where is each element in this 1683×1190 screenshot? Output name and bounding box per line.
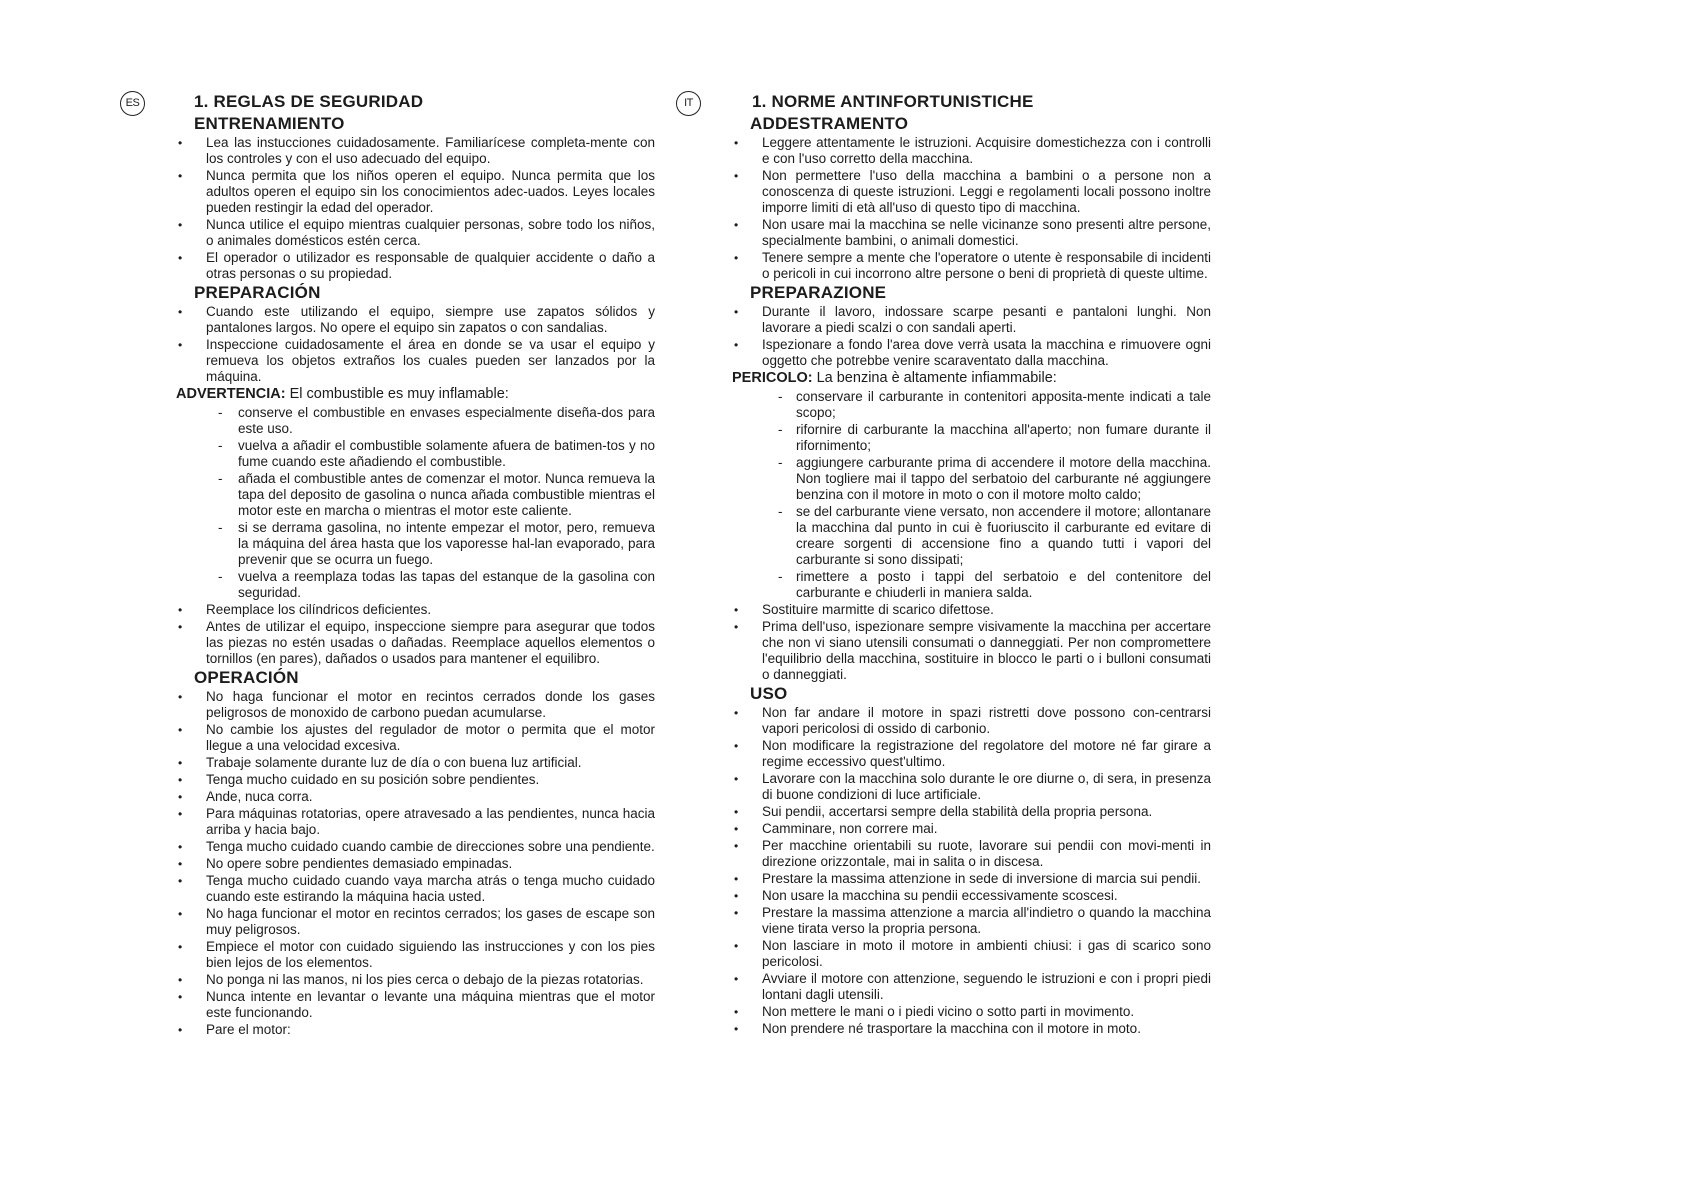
list-item: - rifornire di carburante la macchina all'aperto; non fumare durante il rifornimento; (706, 422, 1211, 454)
list-item: • Sui pendii, accertarsi sempre della stabilità della propria persona. (706, 804, 1211, 820)
list-item: • Prima dell'uso, ispezionare sempre visivamente la macchina per accertare che non vi siano utensili consumati o danneggiati. Per non compromettere l'equilibrio della macchina, sostituire in blocco le parti o i bulloni consumati o danneggiati. (706, 619, 1211, 683)
section-title-use-it: USO (750, 684, 788, 703)
warning-text-es: El combustible es muy inflamable: (285, 386, 509, 402)
training-list-es (150, 135, 655, 282)
preparation-list-it (706, 304, 1211, 369)
list-item: - se del carburante viene versato, non accendere il motore; allontanare la macchina dal punto in cui è fuoriuscito il carburante ed evitare di creare sorgenti di accensione fino a quando tutti i vapori del carburante si sono dissipati; (706, 504, 1211, 568)
section-title-preparation-it: PREPARAZIONE (750, 283, 887, 302)
section-title-preparation-es: PREPARACIÓN (194, 283, 321, 302)
list-item: • Prestare la massima attenzione in sede di inversione di marcia sui pendii. (706, 871, 1211, 887)
list-item: • No ponga ni las manos, ni los pies cerca o debajo de la piezas rotatorias. (150, 972, 655, 988)
list-item: • Non prendere né trasportare la macchina con il motore in moto. (706, 1021, 1211, 1037)
list-item: • El operador o utilizador es responsable de qualquier accidente o daño a otras personas o su propiedad. (150, 250, 655, 282)
list-item: • No haga funcionar el motor en recintos cerrados; los gases de escape son muy peligrosos. (150, 906, 655, 938)
list-item: • Trabaje solamente durante luz de día o con buena luz artificial. (150, 755, 655, 771)
operation-list-es (150, 689, 655, 1038)
list-item: • Non usare la macchina su pendii eccessivamente scoscesi. (706, 888, 1211, 904)
list-item: • Non far andare il motore in spazi ristretti dove possono con-centrarsi vapori pericolosi di ossido di carbonio. (706, 705, 1211, 737)
list-item: • Tenga mucho cuidado en su posición sobre pendientes. (150, 772, 655, 788)
list-item: - rimettere a posto i tappi del serbatoio e del contenitore del carburante e chiuderli in maniera salda. (706, 569, 1211, 601)
list-item: • No haga funcionar el motor en recintos cerrados donde los gases peligrosos de monoxido de carbono puedan acumularse. (150, 689, 655, 721)
italian-column (684, 92, 1211, 1038)
list-item: • Leggere attentamente le istruzioni. Acquisire domestichezza con i controlli e con l'uso corretto della macchina. (706, 135, 1211, 167)
list-item: - si se derrama gasolina, no intente empezar el motor, pero, remueva la máquina del área hasta que los vaporesse hal-lan evaporado, para prevenir que se ocurra un fuego. (150, 520, 655, 568)
spanish-column (125, 92, 655, 1039)
section-title-training-es: ENTRENAMIENTO (194, 114, 345, 133)
list-item: • Prestare la massima attenzione a marcia all'indietro o quando la macchina viene tirata verso la propria persona. (706, 905, 1211, 937)
list-item: - vuelva a reemplaza todas las tapas del estanque de la gasolina con seguridad. (150, 569, 655, 601)
list-item: - añada el combustible antes de comenzar el motor. Nunca remueva la tapa del deposito de gasolina o nunca añada combustible mientras el motor este en marcha o mientras el motor este caliente. (150, 471, 655, 519)
list-item: • Nunca permita que los niños operen el equipo. Nunca permita que los adultos operen el equipo sin los conocimientos adec-uados. Leyes locales pueden restingir la edad del operador. (150, 168, 655, 216)
list-item: • Ande, nuca corra. (150, 789, 655, 805)
list-item: • Empiece el motor con cuidado siguiendo las instrucciones y con los pies bien lejos de los elementos. (150, 939, 655, 971)
list-item: • Ispezionare a fondo l'area dove verrà usata la macchina e rimuovere ogni oggetto che potrebbe venire scaraventato dalla macchina. (706, 337, 1211, 369)
list-item: • Avviare il motore con attenzione, seguendo le istruzioni e con i propri piedi lontani dagli utensili. (706, 971, 1211, 1003)
list-item: • Tenere sempre a mente che l'operatore o utente è responsabile di incidenti o pericoli in cui incorrono altre persone o beni di proprietà di queste ultime. (706, 250, 1211, 282)
warning-text-it: La benzina è altamente infiammabile: (812, 370, 1057, 386)
warning-heading-it (732, 370, 1211, 387)
warning-label-it: PERICOLO: (732, 370, 813, 386)
list-item: • No opere sobre pendientes demasiado empinadas. (150, 856, 655, 872)
list-item: • Tenga mucho cuidado cuando cambie de direcciones sobre una pendiente. (150, 839, 655, 855)
section-title-training-it: ADDESTRAMENTO (750, 114, 909, 133)
language-badge-it: IT (676, 91, 701, 116)
warning-label-es: ADVERTENCIA: (176, 386, 286, 402)
list-item: • Non modificare la registrazione del regolatore del motore né far girare a regime eccessivo quest'ultimo. (706, 738, 1211, 770)
list-item: • Sostituire marmitte di scarico difettose. (706, 602, 1211, 618)
list-item: • Nunca utilice el equipo mientras cualquier personas, sobre todo los niños, o animales domésticos estén cerca. (150, 217, 655, 249)
list-item: • Nunca intente en levantar o levante una máquina mientras que el motor este funcionando. (150, 989, 655, 1021)
chapter-title-it: 1. NORME ANTINFORTUNISTICHE (752, 92, 1034, 111)
list-item: • Non usare mai la macchina se nelle vicinanze sono presenti altre persone, specialmente bambini, o animali domestici. (706, 217, 1211, 249)
preparation-list-continued-es (150, 602, 655, 667)
list-item: • Non mettere le mani o i piedi vicino o sotto parti in movimento. (706, 1004, 1211, 1020)
list-item: • Para máquinas rotatorias, opere atravesado a las pendientes, nunca hacia arriba y hacia bajo. (150, 806, 655, 838)
warning-list-es (150, 405, 655, 601)
list-item: - conservare il carburante in contenitori apposita-mente indicati a tale scopo; (706, 389, 1211, 421)
use-list-it (706, 705, 1211, 1037)
list-item: • Lea las instucciones cuidadosamente. Familiarícese completa-mente con los controles y con el uso adecuado del equipo. (150, 135, 655, 167)
list-item: • Pare el motor: (150, 1022, 655, 1038)
list-item: • Cuando este utilizando el equipo, siempre use zapatos sólidos y pantalones largos. No opere el equipo sin zapatos o con sandalias. (150, 304, 655, 336)
list-item: • Per macchine orientabili su ruote, lavorare sui pendii con movi-menti in direzione orizzontale, mai in salita o in discesa. (706, 838, 1211, 870)
preparation-list-es (150, 304, 655, 385)
list-item: • Non permettere l'uso della macchina a bambini o a persone non a conoscenza di queste istruzioni. Leggi e regolamenti locali possono inoltre imporre limiti di età all'uso di questo tipo di macchina. (706, 168, 1211, 216)
list-item: • Antes de utilizar el equipo, inspeccione siempre para asegurar que todos las piezas no estén usadas o dañadas. Reemplace aquellos elementos o tornillos (en pares), dañados o usados para mantener el equilibro. (150, 619, 655, 667)
warning-heading-es (176, 386, 655, 403)
list-item: - conserve el combustible en envases especialmente diseña-dos para este uso. (150, 405, 655, 437)
list-item: • Reemplace los cilíndricos deficientes. (150, 602, 655, 618)
preparation-list-continued-it (706, 602, 1211, 683)
list-item: • Lavorare con la macchina solo durante le ore diurne o, di sera, in presenza di buone condizioni di luce artificiale. (706, 771, 1211, 803)
list-item: - vuelva a añadir el combustible solamente afuera de batimen-tos y no fume cuando este añadiendo el combustible. (150, 438, 655, 470)
chapter-title-es: 1. REGLAS DE SEGURIDAD (194, 92, 424, 111)
warning-list-it (706, 389, 1211, 601)
section-title-operation-es: OPERACIÓN (194, 668, 299, 687)
language-badge-es: ES (120, 91, 145, 116)
list-item: • No cambie los ajustes del regulador de motor o permita que el motor llegue a una velocidad excesiva. (150, 722, 655, 754)
list-item: - aggiungere carburante prima di accendere il motore della macchina. Non togliere mai il tappo del serbatoio del carburante né aggiungere benzina con il motore in moto o con il motore molto caldo; (706, 455, 1211, 503)
list-item: • Non lasciare in moto il motore in ambienti chiusi: i gas di scarico sono pericolosi. (706, 938, 1211, 970)
training-list-it (706, 135, 1211, 282)
list-item: • Camminare, non correre mai. (706, 821, 1211, 837)
list-item: • Tenga mucho cuidado cuando vaya marcha atrás o tenga mucho cuidado cuando este estirando la máquina hacia usted. (150, 873, 655, 905)
list-item: • Inspeccione cuidadosamente el área en donde se va usar el equipo y remueva los objetos extraños los cuales pueden ser lanzados por la máquina. (150, 337, 655, 385)
list-item: • Durante il lavoro, indossare scarpe pesanti e pantaloni lunghi. Non lavorare a piedi scalzi o con sandali aperti. (706, 304, 1211, 336)
